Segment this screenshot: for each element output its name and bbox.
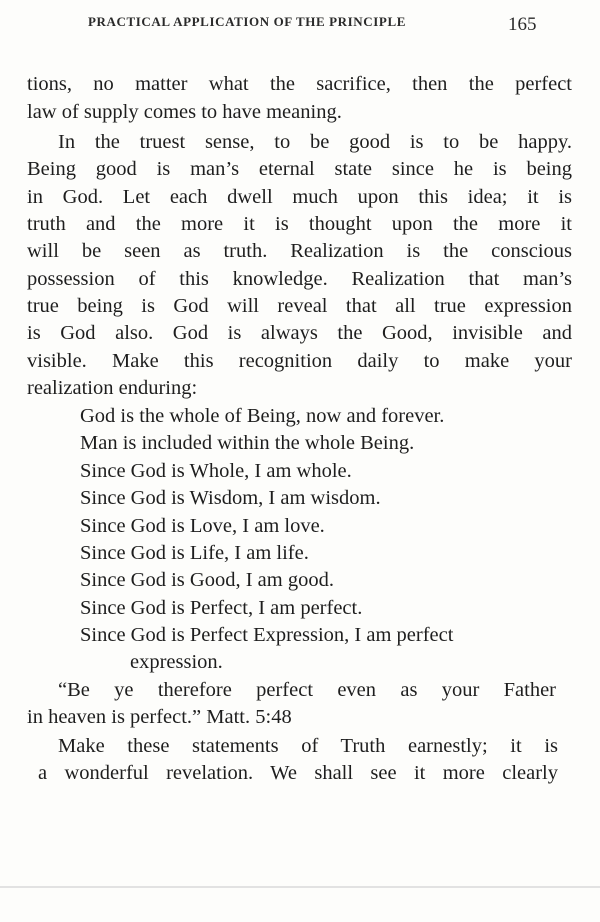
text-line: true being is God will reveal that all true expression (27, 295, 572, 317)
page-edge (0, 886, 600, 888)
text-line: Being good is man’s eternal state since he is being (27, 158, 572, 180)
running-header: PRACTICAL APPLICATION OF THE PRINCIPLE (88, 14, 406, 29)
text-line: law of supply comes to have meaning. (27, 101, 342, 123)
affirmation-line: Since God is Love, I am love. (80, 515, 325, 537)
quote-line: in heaven is perfect.” Matt. 5:48 (27, 706, 292, 728)
affirmation-line: Since God is Whole, I am whole. (80, 460, 352, 482)
page-number: 165 (508, 14, 537, 35)
text-line: truth and the more it is thought upon the more it (27, 213, 572, 235)
affirmation-line: Man is included within the whole Being. (80, 432, 415, 454)
affirmation-line: God is the whole of Being, now and forever. (80, 405, 445, 427)
affirmation-line: Since God is Good, I am good. (80, 569, 334, 591)
text-line: will be seen as truth. Realization is the conscious (27, 240, 572, 262)
text-line: in God. Let each dwell much upon this idea; it is (27, 186, 572, 208)
text-line: realization enduring: (27, 377, 198, 399)
text-line: visible. Make this recognition daily to make your (27, 350, 572, 372)
text-line: possession of this knowledge. Realization that man’s (27, 268, 572, 290)
text-line: tions, no matter what the sacrifice, then the perfect (27, 73, 572, 95)
text-line: a wonderful revelation. We shall see it more clearly (38, 762, 558, 784)
affirmation-line: expression. (130, 651, 223, 673)
text-line: is God also. God is always the Good, invisible and (27, 322, 572, 344)
affirmation-line: Since God is Life, I am life. (80, 542, 309, 564)
affirmation-line: Since God is Perfect Expression, I am perfect (80, 624, 454, 646)
affirmation-line: Since God is Perfect, I am perfect. (80, 597, 363, 619)
text-line: In the truest sense, to be good is to be happy. (58, 131, 572, 153)
quote-line: “Be ye therefore perfect even as your Father (58, 679, 556, 701)
text-line: Make these statements of Truth earnestly; it is (58, 735, 558, 757)
affirmation-line: Since God is Wisdom, I am wisdom. (80, 487, 381, 509)
